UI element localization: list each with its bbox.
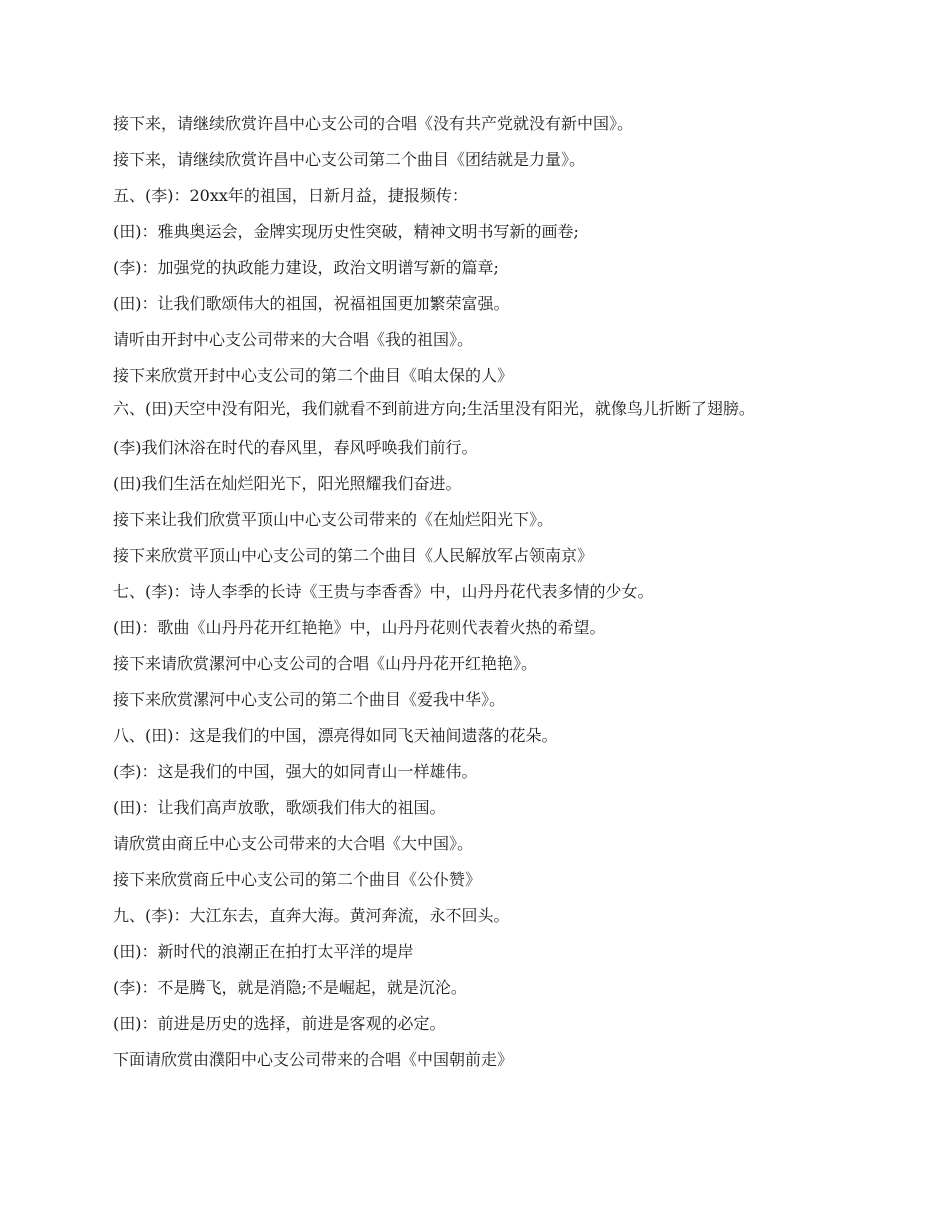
paragraph: 接下来让我们欣赏平顶山中心支公司带来的《在灿烂阳光下》。 [113,510,554,529]
paragraph: (田)：让我们歌颂伟大的祖国，祝福祖国更加繁荣富强。 [113,294,510,313]
paragraph: (田)：雅典奥运会，金牌实现历史性突破，精神文明书写新的画卷; [113,222,579,241]
paragraph: (田)我们生活在灿烂阳光下，阳光照耀我们奋进。 [113,474,462,493]
paragraph: (李)：不是腾飞，就是消隐;不是崛起，就是沉沦。 [113,978,467,997]
paragraph: 五、(李)：20xx年的祖国，日新月益，捷报频传： [113,186,468,205]
paragraph: 接下来，请继续欣赏许昌中心支公司的合唱《没有共产党就没有新中国》。 [113,114,634,133]
paragraph: (李)：这是我们的中国，强大的如同青山一样雄伟。 [113,762,478,781]
paragraph: 接下来欣赏平顶山中心支公司的第二个曲目《人民解放军占领南京》 [113,546,594,565]
paragraph: (李)：加强党的执政能力建设，政治文明谱写新的篇章; [113,258,499,277]
paragraph: 七、(李)：诗人李季的长诗《王贵与李香香》中，山丹丹花代表多情的少女。 [113,582,654,601]
paragraph: 接下来欣赏商丘中心支公司的第二个曲目《公仆赞》 [113,870,482,889]
paragraph: 请听由开封中心支公司带来的大合唱《我的祖国》。 [113,330,474,349]
paragraph: (李)我们沐浴在时代的春风里，春风呼唤我们前行。 [113,438,478,457]
paragraph: (田)：前进是历史的选择，前进是客观的必定。 [113,1014,446,1033]
paragraph: 下面请欣赏由濮阳中心支公司带来的合唱《中国朝前走》 [113,1050,514,1069]
paragraph: 八、(田)：这是我们的中国，漂亮得如同飞天袖间遗落的花朵。 [113,726,558,745]
paragraph: 九、(李)：大江东去，直奔大海。黄河奔流，永不回头。 [113,906,510,925]
paragraph: 接下来欣赏漯河中心支公司的第二个曲目《爱我中华》。 [113,690,506,709]
paragraph: (田)：新时代的浪潮正在拍打太平洋的堤岸 [113,942,414,961]
paragraph: 接下来，请继续欣赏许昌中心支公司第二个曲目《团结就是力量》。 [113,150,586,169]
paragraph: 六、(田)天空中没有阳光，我们就看不到前进方向;生活里没有阳光，就像鸟儿折断了翅膀。 [113,399,755,418]
paragraph: 请欣赏由商丘中心支公司带来的大合唱《大中国》。 [113,834,474,853]
document-body [113,111,833,1083]
paragraph: 接下来欣赏开封中心支公司的第二个曲目《咱太保的人》 [113,366,514,385]
paragraph: 接下来请欣赏漯河中心支公司的合唱《山丹丹花开红艳艳》。 [113,654,538,673]
paragraph: (田)：歌曲《山丹丹花开红艳艳》中，山丹丹花则代表着火热的希望。 [113,618,606,637]
paragraph: (田)：让我们高声放歌，歌颂我们伟大的祖国。 [113,798,446,817]
